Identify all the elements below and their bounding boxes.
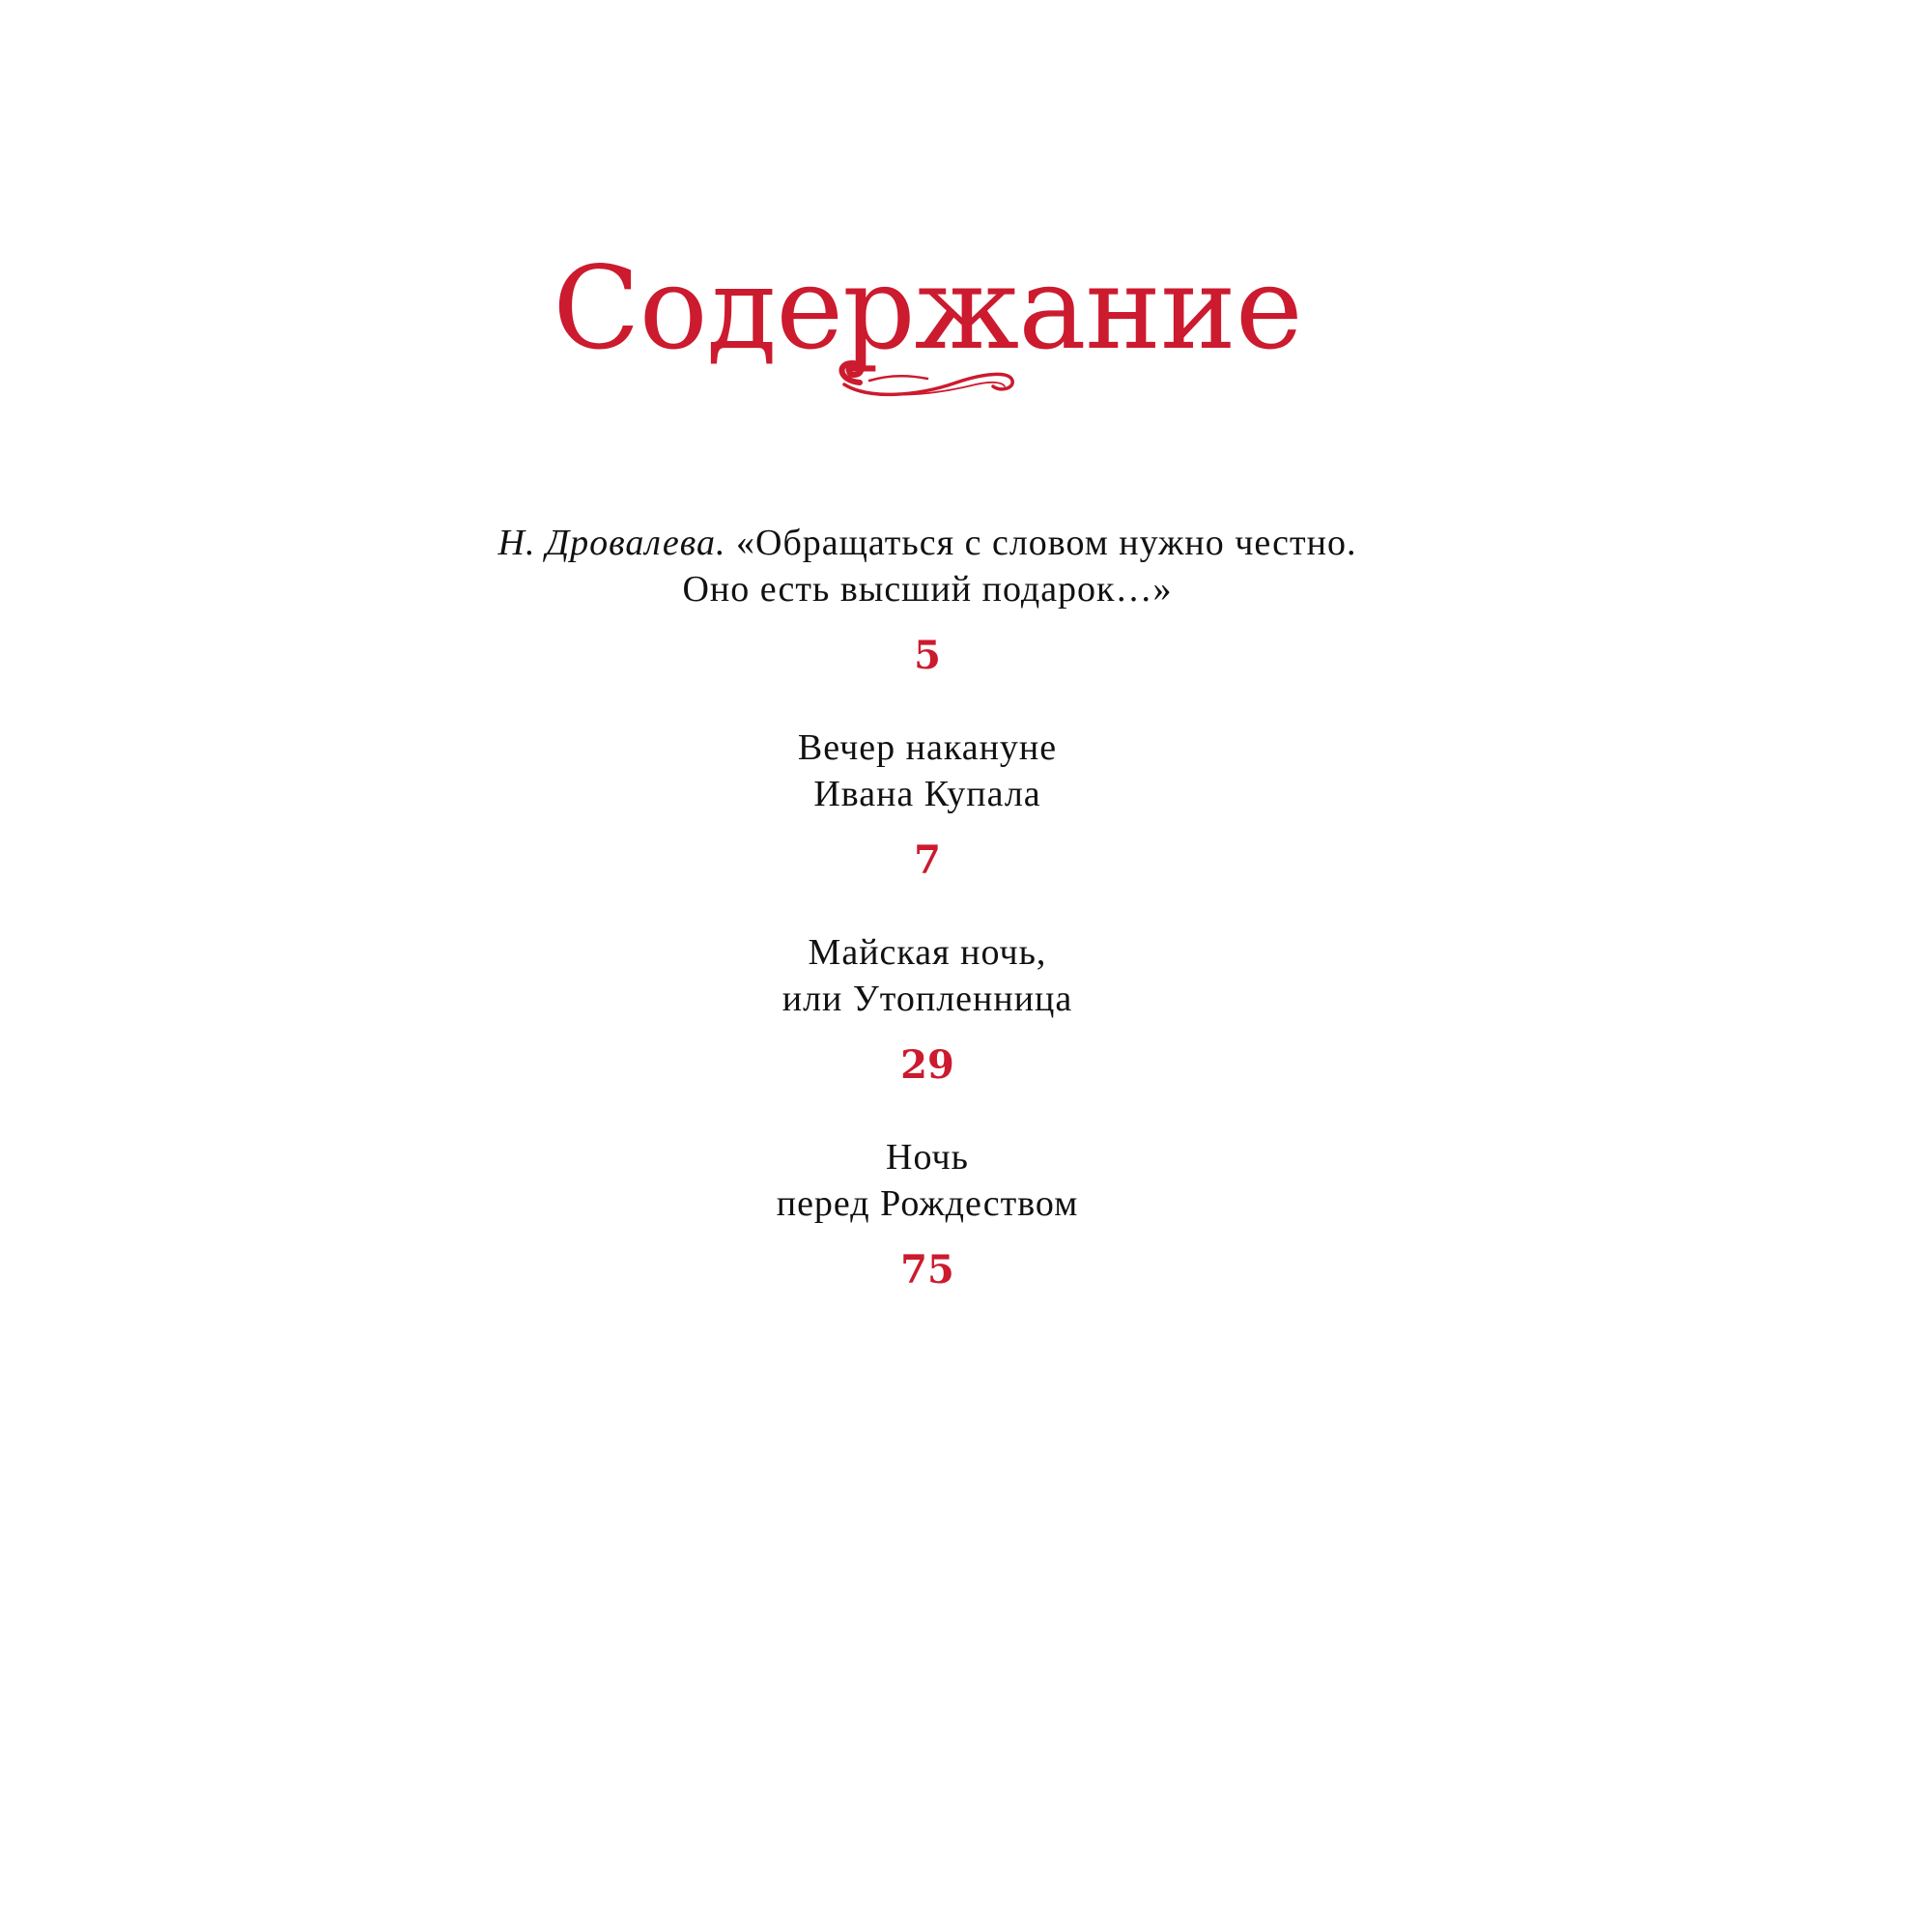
toc-entry-title-line1: Ночь <box>886 1137 969 1178</box>
toc-entry-title-line2: перед Рождеством <box>776 1183 1079 1224</box>
toc-entry-title-line1: «Обращаться с словом нужно честно. <box>736 523 1357 563</box>
toc-page-number: 7 <box>914 838 941 883</box>
page-title: Содержание <box>553 242 1302 376</box>
toc-page-number: 5 <box>914 633 941 678</box>
toc-entry-title-line1: Вечер накануне <box>797 727 1058 768</box>
flourish-ornament-icon <box>831 355 1024 404</box>
toc-entry-title-line2: Оно есть высший подарок…» <box>682 569 1173 610</box>
toc-entry-author: Н. Дровалева. <box>497 523 726 563</box>
toc-entry-title-line2: Ивана Купала <box>813 774 1041 814</box>
toc-page-number: 75 <box>900 1247 954 1293</box>
table-of-contents <box>0 520 1855 1339</box>
toc-entry[interactable] <box>0 520 1855 680</box>
toc-entry-title <box>0 520 1855 566</box>
toc-entry-title-line1: Майская ночь, <box>808 932 1047 973</box>
toc-page-number: 29 <box>900 1042 954 1088</box>
toc-entry[interactable] <box>0 724 1855 885</box>
toc-entry[interactable] <box>0 1134 1855 1294</box>
toc-entry-title-line2: или Утопленница <box>781 979 1073 1019</box>
toc-entry[interactable] <box>0 929 1855 1090</box>
